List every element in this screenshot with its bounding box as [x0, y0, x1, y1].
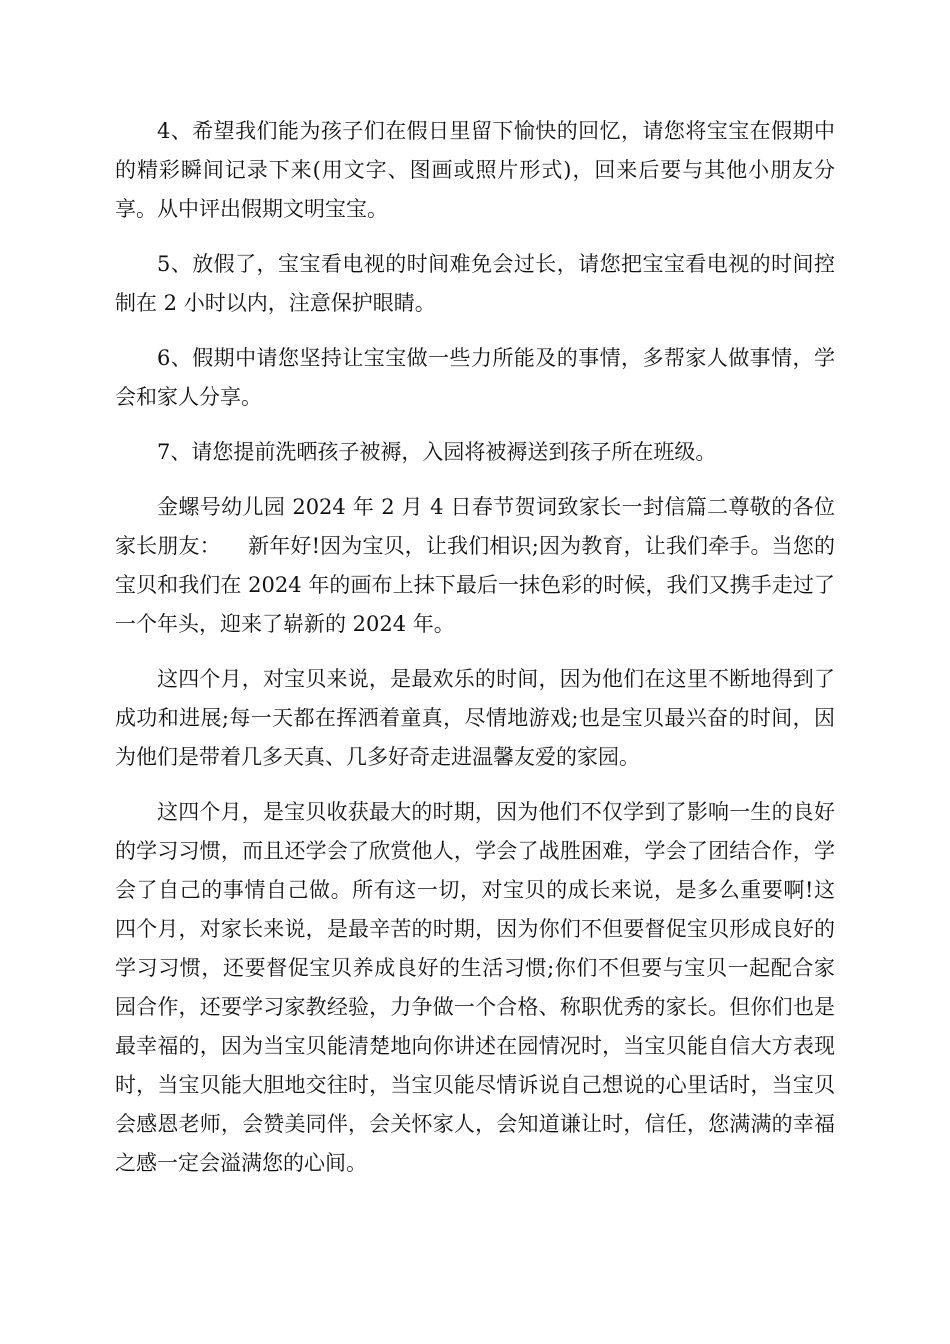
- paragraph-letter-greeting: 金螺号幼儿园 2024 年 2 月 4 日春节贺词致家长一封信篇二尊敬的各位家长朋友： 新年好!因为宝贝，让我们相识;因为教育，让我们牵手。当您的宝贝和我们在 2024 年的画布上抹下最后一抹色彩的时候，我们又携手走过了一个年头，迎来了崭新的 2024 年。: [115, 495, 835, 636]
- paragraph-item-5: 5、放假了，宝宝看电视的时间难免会过长，请您把宝宝看电视的时间控制在 2 小时以内，注意保护眼睛。: [115, 252, 835, 315]
- paragraph-four-months-harvest: 这四个月，是宝贝收获最大的时期，因为他们不仅学到了影响一生的良好的学习习惯，而且还学会了欣赏他人，学会了战胜困难，学会了团结合作，学会了自己的事情自己做。所有这一切，对宝贝的成长来说，是多么重要啊!这四个月，对家长来说，是最辛苦的时期，因为你们不但要督促宝贝形成良好的学习习惯，还要督促宝贝养成良好的生活习惯;你们不但要与宝贝一起配合家园合作，还要学习家教经验，力争做一个合格、称职优秀的家长。但你们也是最幸福的，因为当宝贝能清楚地向你讲述在园情况时，当宝贝能自信大方表现时，当宝贝能大胆地交往时，当宝贝能尽情诉说自己想说的心里话时，当宝贝会感恩老师，会赞美同伴，会关怀家人，会知道谦让时，信任，您满满的幸福之感一定会溢满您的心间。: [115, 800, 835, 1175]
- paragraph-item-6: 6、假期中请您坚持让宝宝做一些力所能及的事情，多帮家人做事情，学会和家人分享。: [115, 346, 835, 409]
- paragraph-item-4: 4、希望我们能为孩子们在假日里留下愉快的回忆，请您将宝宝在假期中的精彩瞬间记录下来(用文字、图画或照片形式)，回来后要与其他小朋友分享。从中评出假期文明宝宝。: [115, 119, 835, 221]
- paragraph-item-7: 7、请您提前洗晒孩子被褥，入园将被褥送到孩子所在班级。: [157, 440, 717, 464]
- document-body: [115, 112, 835, 1199]
- paragraph-four-months-joy: 这四个月，对宝贝来说，是最欢乐的时间，因为他们在这里不断地得到了成功和进展;每一天都在挥洒着童真，尽情地游戏;也是宝贝最兴奋的时间，因为他们是带着几多天真、几多好奇走进温馨友爱的家园。: [115, 667, 835, 769]
